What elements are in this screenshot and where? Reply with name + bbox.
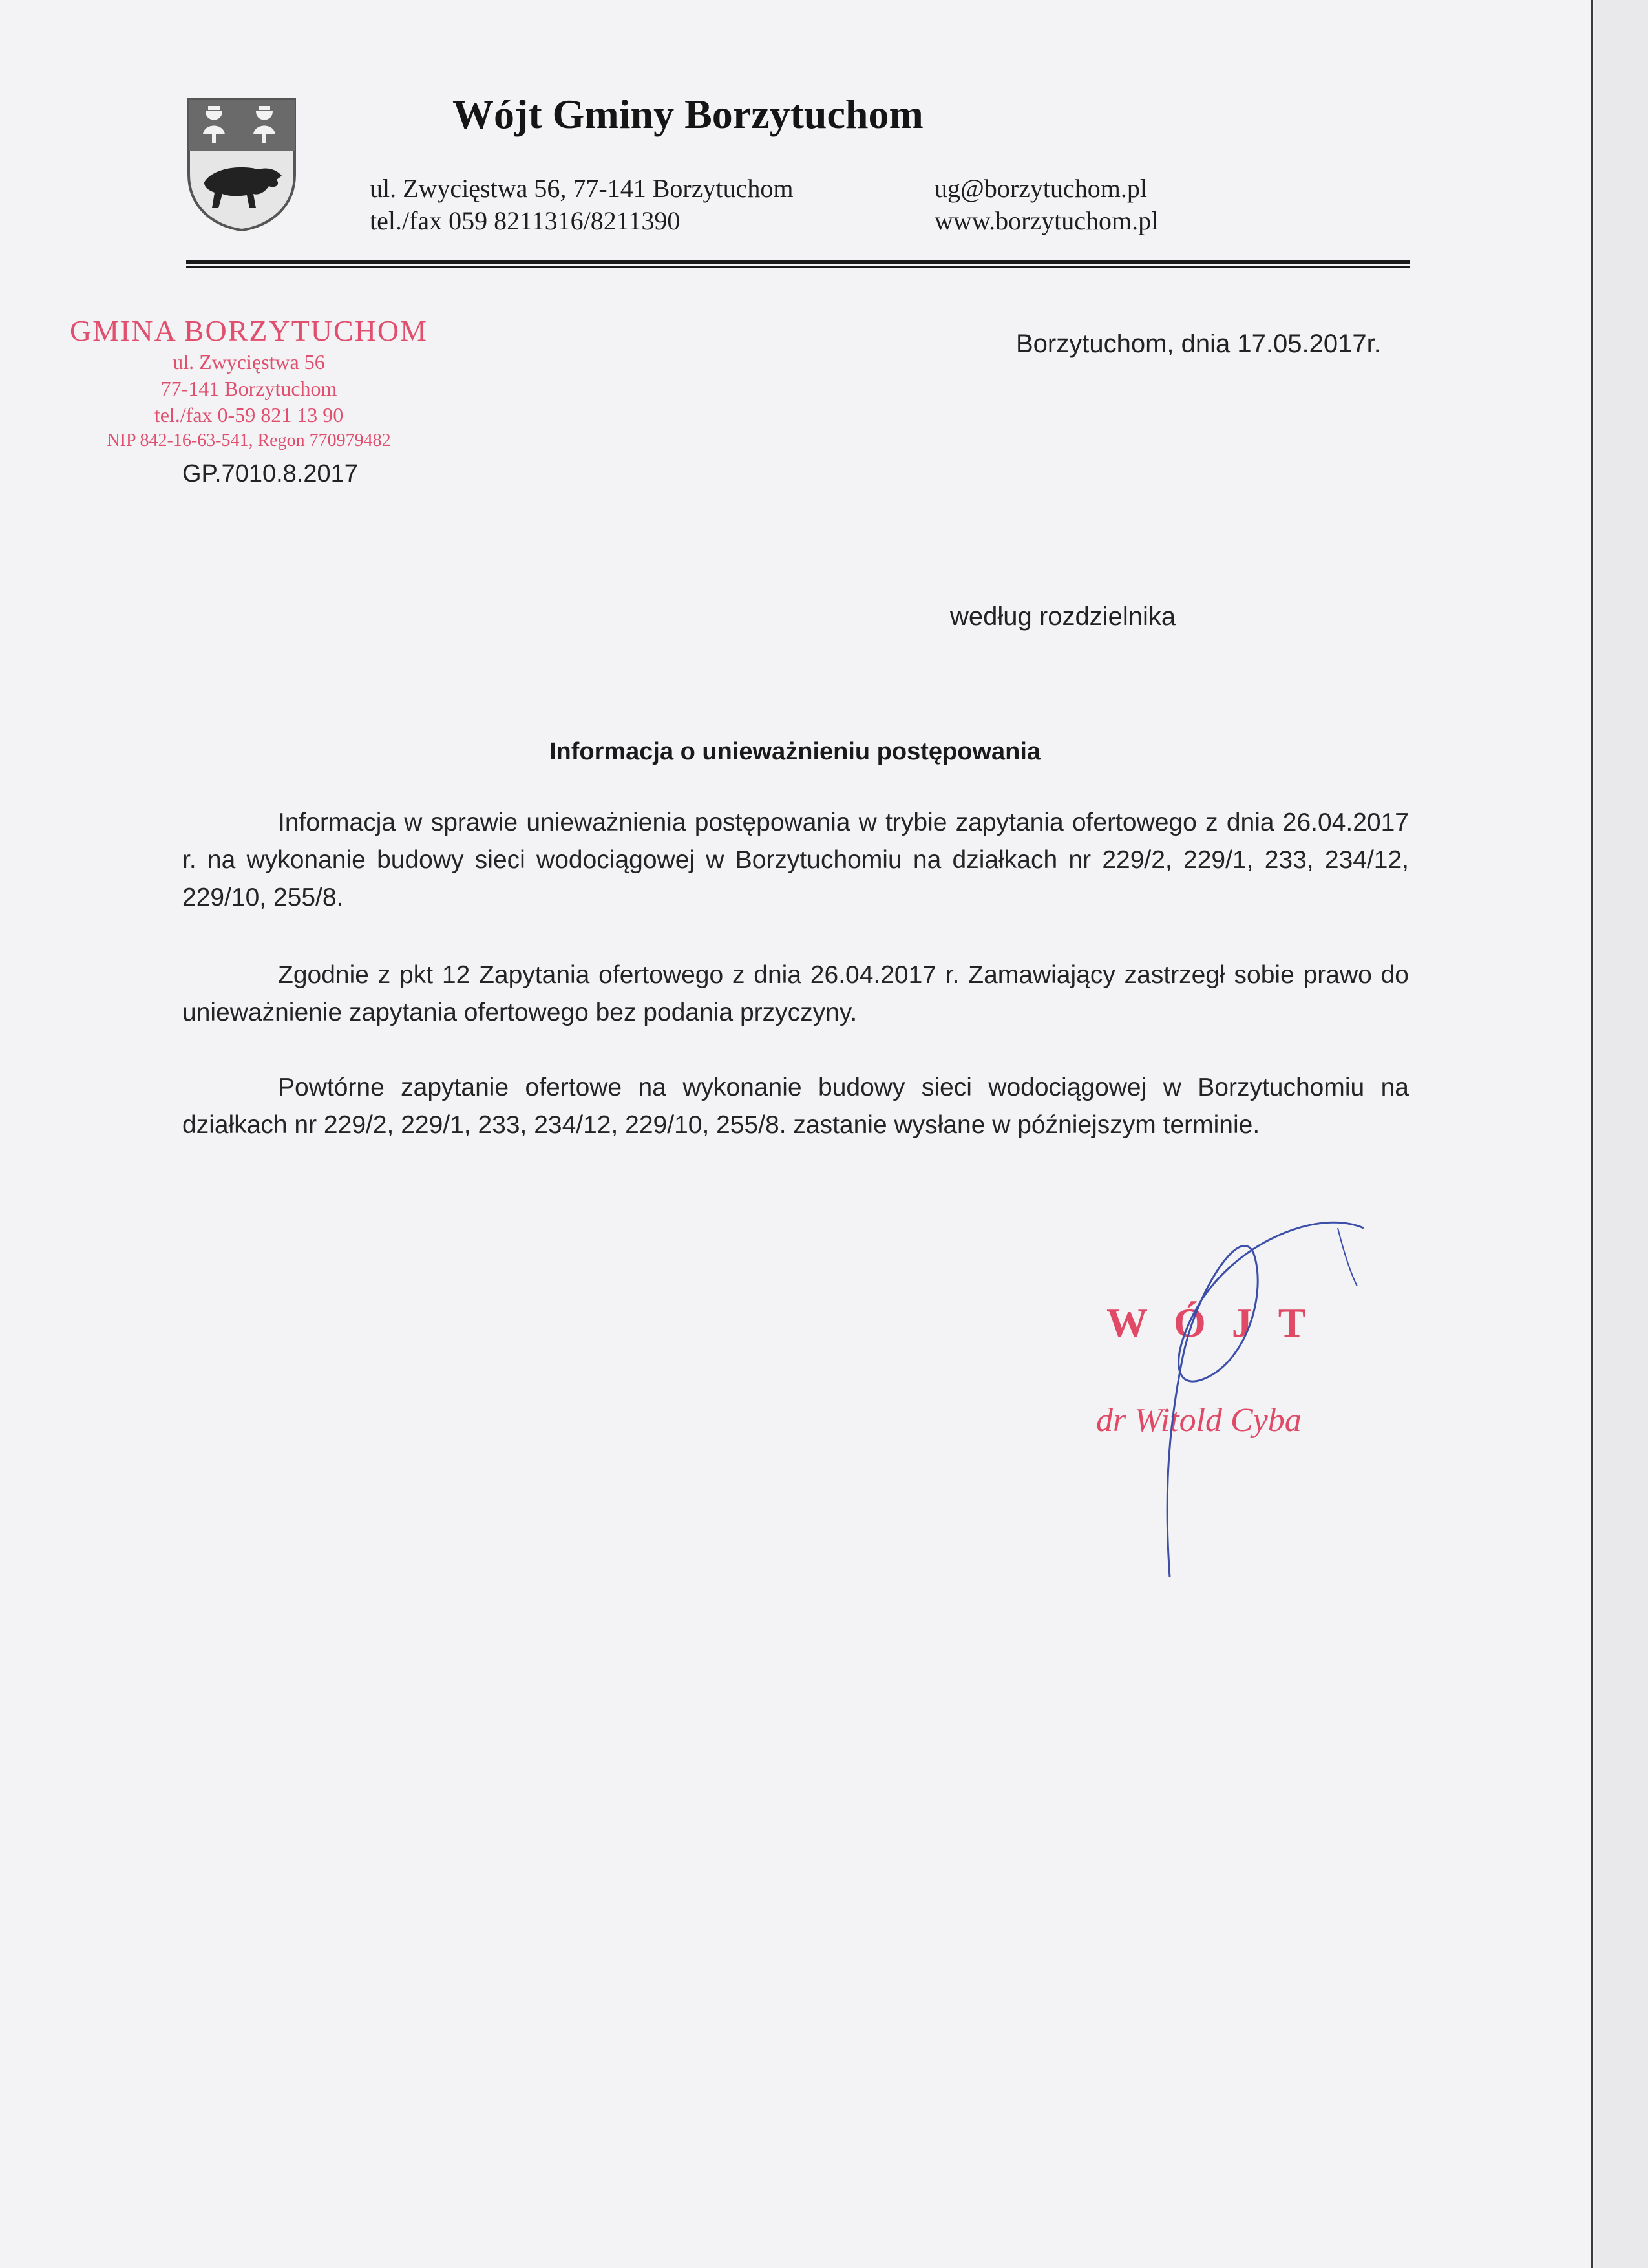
office-stamp xyxy=(68,313,430,453)
date-line: Borzytuchom, dnia 17.05.2017r. xyxy=(1016,330,1381,358)
stamp-city: 77-141 Borzytuchom xyxy=(160,377,337,400)
body-paragraph: Powtórne zapytanie ofertowe na wykonanie budowy sieci wodociągowej w Borzytuchomiu na działkach nr 229/2, 229/1, 233, 234/12, 229/10, 255/8. zastanie wysłane w późniejszym terminie. xyxy=(182,1074,1409,1139)
signature-title-stamp: WÓJT xyxy=(1106,1300,1332,1346)
body-paragraph: Informacja w sprawie unieważnienia postępowania w trybie zapytania ofertowego z dnia 26.04.2017 r. na wykonanie budowy sieci wodociągowej w Borzytuchomiu na działkach nr 229/2, 229/1, 233, 234/12, 229/10, 255/8. xyxy=(182,809,1409,911)
coat-of-arms-icon xyxy=(186,97,297,233)
header-divider-thin xyxy=(186,266,1410,268)
subject-heading: Informacja o unieważnieniu postępowania xyxy=(549,738,1041,765)
stamp-name: GMINA BORZYTUCHOM xyxy=(69,314,428,347)
header-address: ul. Zwycięstwa 56, 77-141 Borzytuchom xyxy=(370,174,794,203)
header-title: Wójt Gminy Borzytuchom xyxy=(452,91,924,137)
reference-number: GP.7010.8.2017 xyxy=(182,460,358,487)
header-website[interactable]: www.borzytuchom.pl xyxy=(935,206,1159,235)
header-divider xyxy=(186,260,1410,264)
addressee: według rozdzielnika xyxy=(950,602,1176,631)
scan-margin xyxy=(1594,0,1648,2268)
stamp-street: ul. Zwycięstwa 56 xyxy=(173,350,325,374)
signature-name-stamp: dr Witold Cyba xyxy=(1096,1402,1302,1439)
stamp-phone: tel./fax 0-59 821 13 90 xyxy=(154,403,344,427)
header-email[interactable]: ug@borzytuchom.pl xyxy=(935,174,1148,203)
scan-edge xyxy=(1591,0,1593,2268)
handwritten-signature-icon xyxy=(1125,1215,1383,1590)
body-paragraph: Zgodnie z pkt 12 Zapytania ofertowego z dnia 26.04.2017 r. Zamawiający zastrzegł sobie prawo do unieważnienie zapytania ofertowego bez podania przyczyny. xyxy=(182,961,1409,1026)
stamp-ids: NIP 842-16-63-541, Regon 770979482 xyxy=(107,430,391,450)
header-phone: tel./fax 059 8211316/8211390 xyxy=(370,206,681,235)
